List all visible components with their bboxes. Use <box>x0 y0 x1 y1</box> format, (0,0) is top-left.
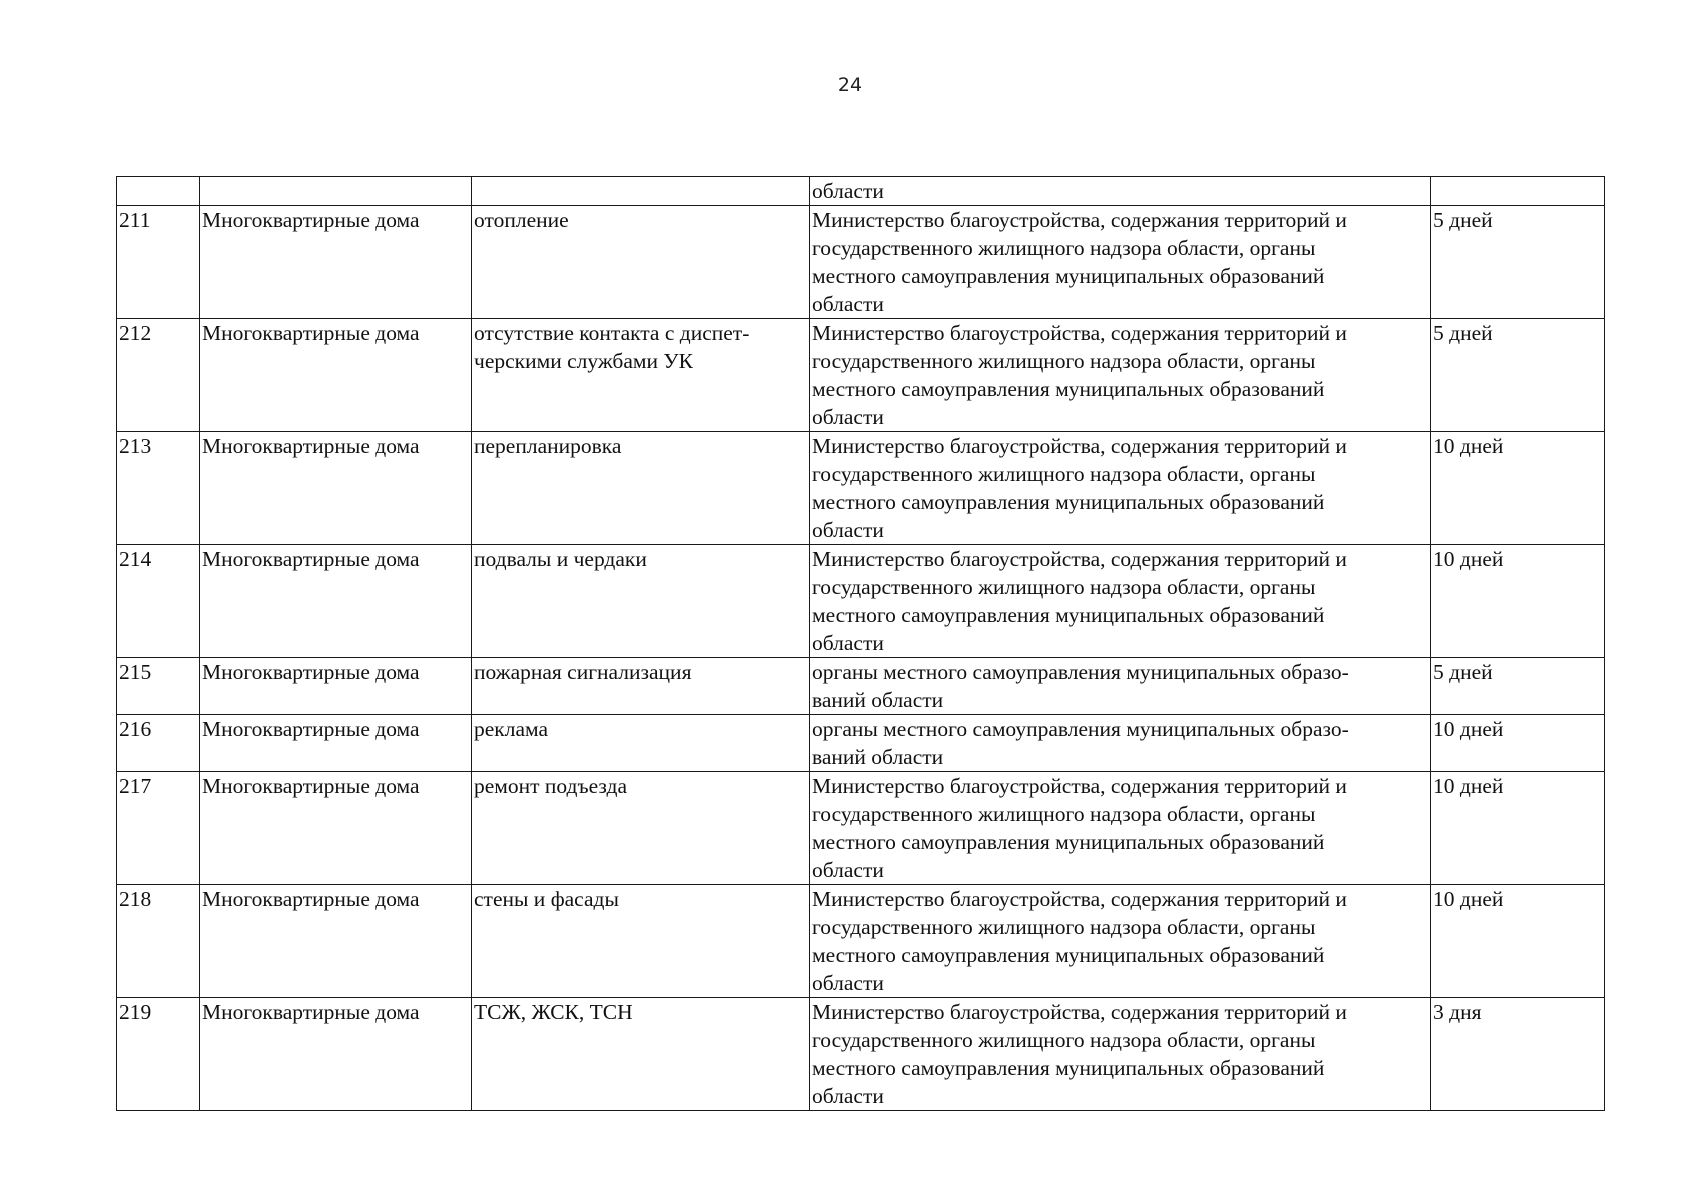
table-row <box>117 998 1605 1111</box>
page-number: 24 <box>837 74 863 96</box>
cell-number: 218 <box>117 885 200 998</box>
cell-term: 10 дней <box>1431 715 1605 772</box>
cell-topic: пожарная сигнализация <box>472 658 810 715</box>
table-row <box>117 432 1605 545</box>
cell-number: 219 <box>117 998 200 1111</box>
cell-term: 5 дней <box>1431 206 1605 319</box>
cell-topic: подвалы и чердаки <box>472 545 810 658</box>
cell-term: 10 дней <box>1431 885 1605 998</box>
cell-number: 217 <box>117 772 200 885</box>
cell-object: Многоквартирные дома <box>200 772 472 885</box>
cell-topic: отсутствие контакта с диспет- черскими службами УК <box>472 319 810 432</box>
cell-object: Многоквартирные дома <box>200 715 472 772</box>
cell-term: 10 дней <box>1431 545 1605 658</box>
table-row <box>117 658 1605 715</box>
table-row <box>117 715 1605 772</box>
cell-number: 213 <box>117 432 200 545</box>
cell-number: 212 <box>117 319 200 432</box>
cell-object: Многоквартирные дома <box>200 319 472 432</box>
cell-object: Многоквартирные дома <box>200 206 472 319</box>
cell-object: Многоквартирные дома <box>200 432 472 545</box>
table-row-continuation <box>117 177 1605 206</box>
cell-number <box>117 177 200 206</box>
table-row <box>117 206 1605 319</box>
table-row <box>117 319 1605 432</box>
cell-topic: перепланировка <box>472 432 810 545</box>
cell-object: Многоквартирные дома <box>200 658 472 715</box>
cell-topic: стены и фасады <box>472 885 810 998</box>
cell-organization: Министерство благоустройства, содержания территорий и государственного жилищного надзора области, органы местного самоуправления муниципальных образований области <box>810 772 1431 885</box>
cell-organization: Министерство благоустройства, содержания территорий и государственного жилищного надзора области, органы местного самоуправления муниципальных образований области <box>810 206 1431 319</box>
cell-organization: области <box>810 177 1431 206</box>
cell-organization: Министерство благоустройства, содержания территорий и государственного жилищного надзора области, органы местного самоуправления муниципальных образований области <box>810 319 1431 432</box>
cell-organization: Министерство благоустройства, содержания территорий и государственного жилищного надзора области, органы местного самоуправления муниципальных образований области <box>810 885 1431 998</box>
cell-object <box>200 177 472 206</box>
table-row <box>117 772 1605 885</box>
cell-term: 5 дней <box>1431 658 1605 715</box>
cell-number: 214 <box>117 545 200 658</box>
appeals-table <box>116 176 1605 1111</box>
table-row <box>117 885 1605 998</box>
cell-term <box>1431 177 1605 206</box>
cell-topic: реклама <box>472 715 810 772</box>
cell-organization: Министерство благоустройства, содержания территорий и государственного жилищного надзора области, органы местного самоуправления муниципальных образований области <box>810 545 1431 658</box>
cell-topic: отопление <box>472 206 810 319</box>
cell-organization: Министерство благоустройства, содержания территорий и государственного жилищного надзора области, органы местного самоуправления муниципальных образований области <box>810 998 1431 1111</box>
cell-topic: ТСЖ, ЖСК, ТСН <box>472 998 810 1111</box>
cell-object: Многоквартирные дома <box>200 545 472 658</box>
cell-organization: органы местного самоуправления муниципальных образо- ваний области <box>810 658 1431 715</box>
cell-organization: Министерство благоустройства, содержания территорий и государственного жилищного надзора области, органы местного самоуправления муниципальных образований области <box>810 432 1431 545</box>
cell-object: Многоквартирные дома <box>200 998 472 1111</box>
cell-topic <box>472 177 810 206</box>
cell-number: 216 <box>117 715 200 772</box>
cell-term: 10 дней <box>1431 432 1605 545</box>
cell-topic: ремонт подъезда <box>472 772 810 885</box>
cell-term: 10 дней <box>1431 772 1605 885</box>
cell-term: 3 дня <box>1431 998 1605 1111</box>
cell-number: 215 <box>117 658 200 715</box>
cell-term: 5 дней <box>1431 319 1605 432</box>
cell-number: 211 <box>117 206 200 319</box>
table-row <box>117 545 1605 658</box>
cell-organization: органы местного самоуправления муниципальных образо- ваний области <box>810 715 1431 772</box>
cell-object: Многоквартирные дома <box>200 885 472 998</box>
